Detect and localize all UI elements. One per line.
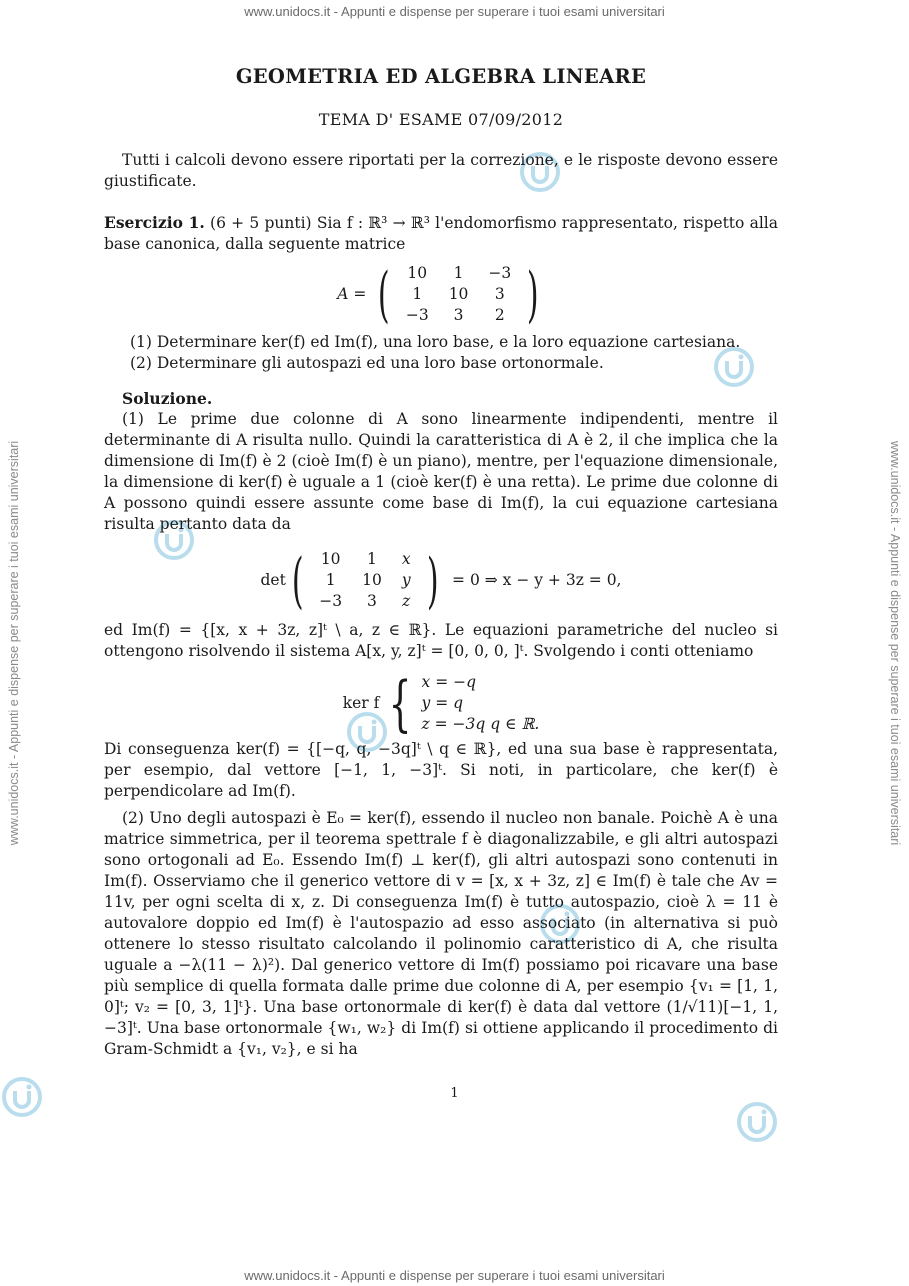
exercise-item: (2) Determinare gli autospazi ed una loro base ortonormale.	[130, 354, 604, 372]
document-page	[104, 60, 778, 1060]
matrix-cell: 3	[367, 592, 377, 610]
watermark-right: www.unidocs.it - Appunti e dispense per superare i tuoi esami universitari	[888, 440, 902, 846]
matrix-cell: x	[401, 550, 411, 568]
page-title: GEOMETRIA ED ALGEBRA LINEARE	[235, 65, 647, 88]
exercise-label: Esercizio 1.	[104, 213, 205, 232]
unidocs-logo-icon	[735, 1100, 779, 1144]
matrix-cell: 1	[453, 264, 464, 282]
page-number: 1	[450, 1086, 459, 1101]
matrix-cell: 1	[367, 550, 377, 568]
matrix-cell: −3	[319, 592, 343, 610]
matrix-cell: 1	[412, 285, 423, 303]
exercise-items	[130, 332, 778, 374]
solution-paragraph: Di conseguenza ker(f) = {[−q, q, −3q]ᵗ \ q ∈ ℝ}, ed una sua base è rappresentata, per esempio, dal vettore [−1, 1, −3]ᵗ. Si noti, in particolare, che ker(f) è perpendicolare ad Im(f).	[104, 740, 778, 800]
matrix-a: A = ( 10 1 −3 1 10 3 −3 3 2 )	[337, 259, 539, 330]
det-label: det	[260, 571, 286, 589]
matrix-cell: y	[401, 571, 411, 589]
watermark-left: www.unidocs.it - Appunti e dispense per superare i tuoi esami universitari	[7, 440, 21, 846]
ker-label: ker f	[342, 694, 380, 712]
matrix-cell: 1	[325, 571, 336, 589]
matrix-cell: 2	[494, 306, 505, 324]
solution-heading: Soluzione.	[122, 389, 213, 408]
matrix-cell: 10	[320, 550, 341, 568]
matrix-cell: 10	[448, 285, 469, 303]
page-subtitle: TEMA D' ESAME 07/09/2012	[318, 110, 564, 129]
intro-text: Tutti i calcoli devono essere riportati per la correzione, e le risposte devono essere giustificate.	[104, 151, 778, 190]
matrix-a-label: A =	[337, 285, 367, 303]
exercise-statement	[104, 212, 778, 255]
matrix-cell: −3	[488, 264, 512, 282]
matrix-cell: 10	[407, 264, 428, 282]
det-result: = 0 ⇒ x − y + 3z = 0,	[452, 571, 622, 589]
system-line: y = q	[421, 694, 464, 712]
watermark-bottom: www.unidocs.it - Appunti e dispense per superare i tuoi esami universitari	[244, 1268, 665, 1283]
watermark-top: www.unidocs.it - Appunti e dispense per superare i tuoi esami universitari	[244, 4, 665, 19]
matrix-cell: 10	[362, 571, 382, 589]
matrix-cell: 3	[494, 285, 505, 303]
system-line: x = −q	[421, 673, 477, 691]
exercise-item: (1) Determinare ker(f) ed Im(f), una loro base, e la loro equazione cartesiana.	[130, 333, 741, 351]
determinant-equation: det ( 10 1 x 1 10 y −3 3 z ) = 0 ⇒ x − y + 3z = 0,	[260, 545, 622, 616]
solution-paragraph: (2) Uno degli autospazi è E₀ = ker(f), essendo il nucleo non banale. Poichè A è una matrice simmetrica, per il teorema spettrale f è diagonalizzabile, e gli altri autospazi sono ortogonali ad E₀. Essendo Im(f) ⊥ ker(f), gli altri autospazi sono contenuti in Im(f). Osserviamo che il generico vettore di v = [x, x + 3z, z] ∈ Im(f) è tale che Av = 11v, per ogni scelta di x, z. Di conseguenza Im(f) è tutto autospazio, cioè λ = 11 è autovalore doppio ed Im(f) è l'autospazio ad esso associato (in alternativa si può ottenere lo stesso risultato calcolando il polinomio caratteristico di A, che risulta uguale a −λ(11 − λ)²). Dal generico vettore di Im(f) possiamo poi ricavare una base più semplice di quella formata dalle prime due colonne di A, per esempio {v₁ = [1, 1, 0]ᵗ; v₂ = [0, 3, 1]ᵗ}. Una base ortonormale di ker(f) è data dal vettore (1/√11)[−1, 1, −3]ᵗ. Una base ortonormale {w₁, w₂} di Im(f) si ottiene applicando il procedimento di Gram-Schmidt a {v₁, v₂}, e si ha	[104, 809, 778, 1058]
matrix-cell: −3	[405, 306, 429, 324]
matrix-cell: 3	[453, 306, 464, 324]
exercise-text: (6 + 5 punti) Sia f : ℝ³ → ℝ³ l'endomorfismo rappresentato, rispetto alla base canonica, dalla seguente matrice	[104, 214, 778, 253]
kernel-system: ker f { x = −q y = q z = −3q q ∈ ℝ.	[342, 668, 540, 739]
matrix-cell: z	[402, 592, 411, 610]
solution-paragraph: ed Im(f) = {[x, x + 3z, z]ᵗ \ a, z ∈ ℝ}. Le equazioni parametriche del nucleo si ottengono risolvendo il sistema A[x, y, z]ᵗ = [0, 0, 0, ]ᵗ. Svolgendo i conti otteniamo	[104, 621, 778, 660]
solution-paragraph: (1) Le prime due colonne di A sono linearmente indipendenti, mentre il determinante di A risulta nullo. Quindi la caratteristica di A è 2, il che implica che la dimensione di Im(f) è 2 (cioè Im(f) è un piano), mentre, per l'equazione dimensionale, la dimensione di ker(f) è uguale a 1 (cioè ker(f) è una retta). Le prime due colonne di A possono quindi essere assunte come base di Im(f), la cui equazione cartesiana risulta pertanto data da	[104, 410, 778, 533]
system-line: z = −3q q ∈ ℝ.	[421, 715, 540, 733]
